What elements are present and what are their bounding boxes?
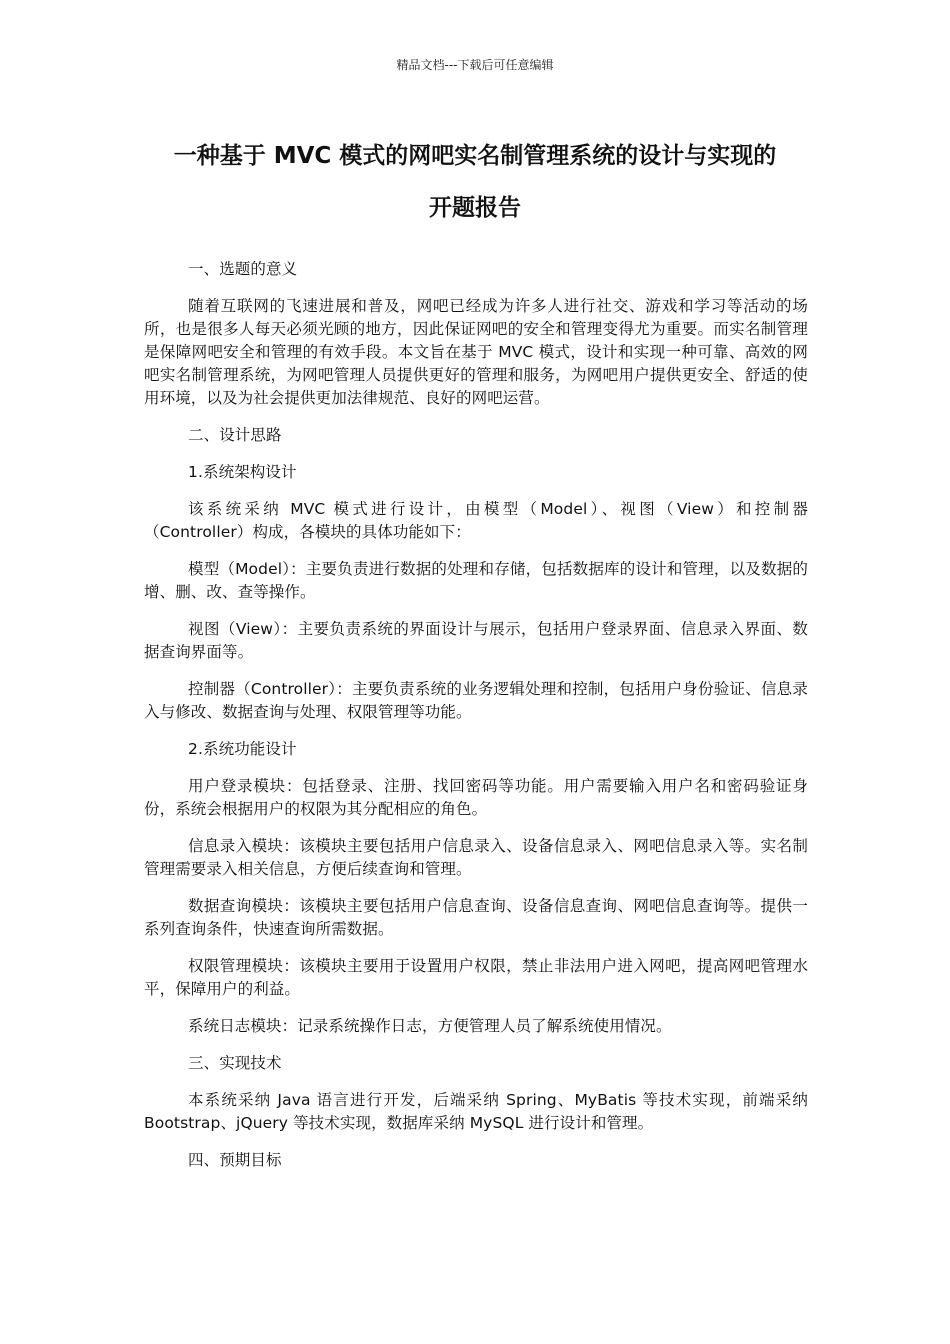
title-line-1: 一种基于 MVC 模式的网吧实名制管理系统的设计与实现的: [173, 143, 777, 169]
paragraph-mvc-intro: 该系统采纳 MVC 模式进行设计，由模型（Model）、视图（View）和控制器（Controller）构成，各模块的具体功能如下：: [144, 500, 808, 541]
paragraph-view: 视图（View）：主要负责系统的界面设计与展示，包括用户登录界面、信息录入界面、数据查询界面等。: [144, 620, 808, 661]
paragraph-significance: 随着互联网的飞速进展和普及，网吧已经成为许多人进行社交、游戏和学习等活动的场所，也是很多人每天必须光顾的地方，因此保证网吧的安全和管理变得尤为重要。而实名制管理是保障网吧安全和管理的有效手段。本文旨在基于 MVC 模式，设计和实现一种可靠、高效的网吧实名制管理系统，为网吧管理人员提供更好的管理和服务，为网吧用户提供更安全、舒适的使用环境，以及为社会提供更加法律规范、良好的网吧运营。: [144, 297, 808, 407]
paragraph-entry-module: 信息录入模块：该模块主要包括用户信息录入、设备信息录入、网吧信息录入等。实名制管理需要录入相关信息，方便后续查询和管理。: [144, 837, 808, 878]
paragraph-log-module: 系统日志模块：记录系统操作日志，方便管理人员了解系统使用情况。: [188, 1017, 672, 1035]
paragraph-permission-module: 权限管理模块：该模块主要用于设置用户权限，禁止非法用户进入网吧，提高网吧管理水平，保障用户的利益。: [144, 957, 808, 998]
subheading-architecture: 1.系统架构设计: [188, 463, 297, 481]
section-heading-technology: 三、实现技术: [188, 1054, 282, 1072]
paragraph-controller: 控制器（Controller）：主要负责系统的业务逻辑处理和控制，包括用户身份验证、信息录入与修改、数据查询与处理、权限管理等功能。: [144, 680, 808, 721]
document-body: [144, 258, 808, 1186]
page-header: 精品文档---下载后可任意编辑: [396, 58, 554, 72]
document-title: [140, 130, 810, 234]
paragraph-login-module: 用户登录模块：包括登录、注册、找回密码等功能。用户需要输入用户名和密码验证身份，系统会根据用户的权限为其分配相应的角色。: [144, 777, 808, 818]
paragraph-model: 模型（Model）：主要负责进行数据的处理和存储，包括数据库的设计和管理，以及数据的增、删、改、查等操作。: [144, 560, 808, 601]
section-heading-design: 二、设计思路: [188, 426, 282, 444]
paragraph-technology: 本系统采纳 Java 语言进行开发，后端采纳 Spring、MyBatis 等技术实现，前端采纳 Bootstrap、jQuery 等技术实现，数据库采纳 MySQL 进行设计和管理。: [144, 1091, 808, 1132]
section-heading-significance: 一、选题的意义: [188, 260, 298, 278]
paragraph-query-module: 数据查询模块：该模块主要包括用户信息查询、设备信息查询、网吧信息查询等。提供一系列查询条件，快速查询所需数据。: [144, 897, 808, 938]
section-heading-goals: 四、预期目标: [188, 1151, 282, 1169]
subheading-functions: 2.系统功能设计: [188, 740, 297, 758]
title-line-2: 开题报告: [429, 195, 521, 221]
